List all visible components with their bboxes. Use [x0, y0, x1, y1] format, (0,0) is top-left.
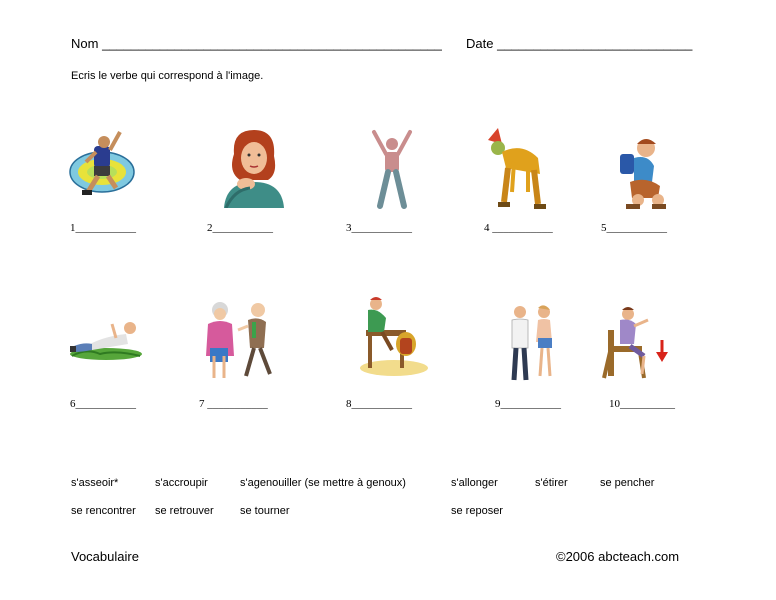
- exercise-7-answer[interactable]: 7 ___________: [199, 398, 268, 410]
- exercise-4-answer[interactable]: 4 ___________: [484, 222, 553, 234]
- stretching-person-icon: [352, 126, 432, 210]
- name-blank[interactable]: _______________________________________________: [102, 36, 442, 51]
- turning-couple-icon: [490, 300, 570, 384]
- exercise-2-answer[interactable]: 2___________: [207, 222, 273, 234]
- vocab-sallonger: s'allonger: [451, 477, 498, 489]
- resting-hiker-icon: [352, 294, 432, 378]
- exercise-5-answer[interactable]: 5___________: [601, 222, 667, 234]
- exercise-9-answer[interactable]: 9___________: [495, 398, 561, 410]
- meeting-couple-icon: [200, 300, 280, 384]
- vocab-se-rencontrer: se rencontrer: [71, 505, 136, 517]
- name-label: Nom: [71, 36, 99, 51]
- vocab-sagenouiller: s'agenouiller (se mettre à genoux): [240, 477, 406, 489]
- bending-clown-icon: [478, 128, 558, 212]
- exercise-10-answer[interactable]: 10__________: [609, 398, 675, 410]
- footer-title: Vocabulaire: [71, 549, 139, 564]
- lying-person-icon: [66, 300, 146, 384]
- vocab-sasseoir: s'asseoir*: [71, 477, 119, 489]
- vocab-saccroupir: s'accroupir: [155, 477, 208, 489]
- vocab-se-tourner: se tourner: [240, 505, 290, 517]
- jumping-runner-icon: [66, 126, 146, 210]
- date-line: [466, 36, 692, 51]
- exercise-3-answer[interactable]: 3___________: [346, 222, 412, 234]
- footer-copyright: ©2006 abcteach.com: [556, 549, 680, 564]
- date-blank[interactable]: ___________________________: [497, 36, 693, 51]
- exercise-6-answer[interactable]: 6___________: [70, 398, 136, 410]
- vocab-se-reposer: se reposer: [451, 505, 503, 517]
- name-line: [71, 36, 442, 51]
- vocab-se-pencher: se pencher: [600, 477, 655, 489]
- instruction-text: Ecris le verbe qui correspond à l'image.: [71, 70, 264, 82]
- date-label: Date: [466, 36, 494, 51]
- vocab-se-retrouver: se retrouver: [155, 505, 214, 517]
- exercise-1-answer[interactable]: 1___________: [70, 222, 136, 234]
- crouching-boy-icon: [606, 132, 686, 216]
- thinking-woman-icon: [214, 124, 294, 208]
- vocab-setirer: s'étirer: [535, 477, 568, 489]
- exercise-8-answer[interactable]: 8___________: [346, 398, 412, 410]
- sitting-chair-icon: [600, 300, 680, 384]
